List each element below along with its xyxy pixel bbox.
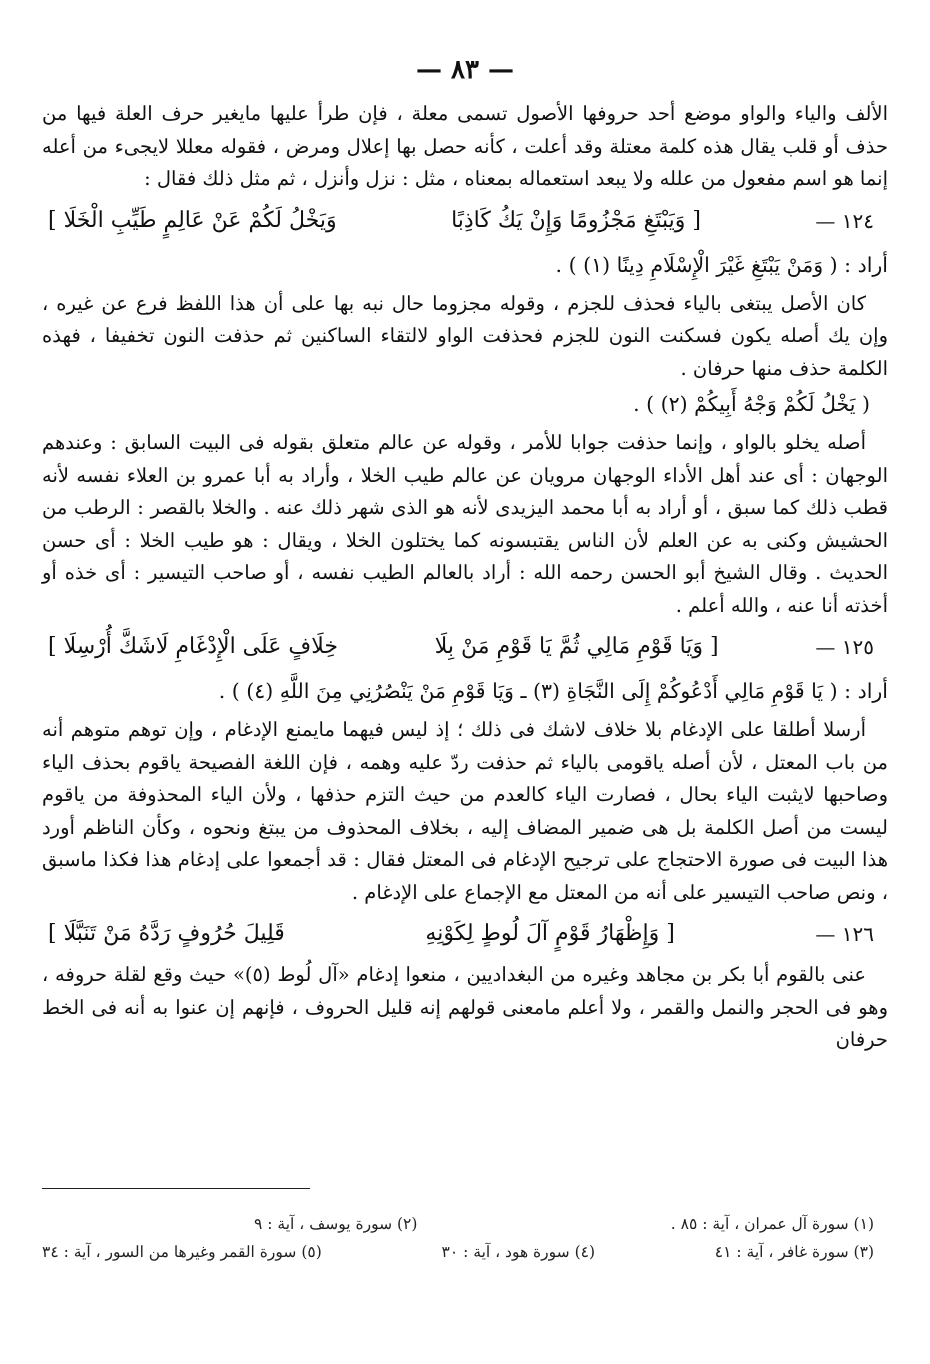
footnote-1: (١) سورة آل عمران ، آية : ٨٥ . bbox=[670, 1215, 874, 1233]
book-page bbox=[42, 50, 888, 1330]
verse-second-hemistich: قَلِيلَ حُرُوفٍ رَدَّهُ مَنْ تَنَبَّلَا ] bbox=[48, 921, 285, 946]
verse-124 bbox=[42, 198, 888, 244]
footnotes bbox=[42, 1210, 888, 1266]
footnote-2: (٢) سورة يوسف ، آية : ٩ bbox=[254, 1215, 418, 1233]
verse-125 bbox=[42, 624, 888, 670]
verse-first-hemistich: [ وَيَا قَوْمِ مَالِي ثُمَّ يَا قَوْمِ مَنْ بِلَا bbox=[434, 634, 719, 659]
footnote-5: (٥) سورة القمر وغيرها من السور ، آية : ٣٤ bbox=[42, 1243, 322, 1261]
verse-first-hemistich: [ وَيَبْتَغِ مَجْزُومًا وَإِنْ يَكُ كَاذِبًا bbox=[451, 207, 701, 233]
paragraph-commentary-126: عنى بالقوم أبا بكر بن مجاهد وغيره من البغداديين ، منعوا إدغام «آل لُوط (٥)» حيث وقع لقلة حروفه ، وهو فى الحجر والنمل والقمر ، ولا أعلم مامعنى قولهم إنه قليل الحروف ، فإنهم إن عنوا به أنه فى الخط حرفان bbox=[42, 963, 888, 1051]
quote-quran-3: أراد : ( يَا قَوْمِ مَالِي أَدْعُوكُمْ إِلَى النَّجَاةِ (٣) ـ وَيَا قَوْمِ مَنْ يَنْصُرُنِي مِنَ اللَّهِ (٤) ) . bbox=[218, 679, 888, 703]
paragraph-intro: الألف والياء والواو موضع أحد حروفها الأصول تسمى معلة ، فإن طرأ عليها مايغير حرف العلة فيها من حذف أو قلب يقال هذه كلمة معتلة وقد أعلت ، كأنه حصل بها إعلال ومرض ، فقوله معللا لايجىء من أعله إنما هو اسم مفعول من علله ولا يبعد استعماله بمعناه ، مثل : نزل وأنزل ، ثم مثل ذلك فقال : bbox=[42, 102, 888, 190]
paragraph-commentary-125: أرسلا أطلقا على الإدغام بلا خلاف لاشك فى ذلك ؛ إذ ليس فيهما مايمنع الإدغام ، وإن توهم متوهم أنه من باب المعتل ، لأن أصله ياقومى بالياء ثم حذفت ردّ عليه وهمه ، فإن اللغة الفصيحة ياقوم بحذف الياء وصاحبها لايثبت الياء بحال ، فصارت الياء كالعدم من حيث التزم حذفها ، ولأن الياء المحذوفة من ياقوم ليست من أصل الكلمة بل هى ضمير المضاف إليه ، بخلاف المحذوف من يبتغ ونحوه ، وكأن الناظم أورد هذا البيت فى صورة الاحتجاج على ترجيح الإدغام فى المعتل فقال : قد أجمعوا على إدغام هذا فكذا ماسبق ، ونص صاحب التيسير على أنه من المعتل مع الإجماع على الإدغام . bbox=[42, 718, 888, 904]
quote-quran-2: ( يَخْلُ لَكُمْ وَجْهُ أَبِيكُمْ (٢) ) . bbox=[633, 392, 870, 416]
verse-number: ١٢٦ — bbox=[815, 922, 874, 946]
paragraph-commentary-124: كان الأصل يبتغى بالياء فحذف للجزم ، وقوله مجزوما حال نبه بها على أن هذا اللفظ فرع عن غيره ، وإن يك أصله يكون فسكنت النون للجزم فحذفت الواو لالتقاء الساكنين ثم حذفت النون تخفيفا ، فهذه الكلمة حذف منها حرفان . bbox=[42, 291, 888, 380]
footnote-3: (٣) سورة غافر ، آية : ٤١ bbox=[714, 1243, 874, 1261]
footnote-row bbox=[254, 1210, 888, 1238]
verse-second-hemistich: وَيَخْلُ لَكُمْ عَنْ عَالِمٍ طَيِّبِ الْخَلَا ] bbox=[48, 207, 337, 233]
footnote-4: (٤) سورة هود ، آية : ٣٠ bbox=[441, 1243, 596, 1261]
verse-number: ١٢٥ — bbox=[815, 635, 874, 659]
verse-first-hemistich: [ وَإِظْهَارُ قَوْمٍ آلَ لُوطٍ لِكَوْنِهِ bbox=[425, 921, 675, 946]
verse-second-hemistich: خِلَافٍ عَلَى الْإِدْغَامِ لَاشَكَّ أُرْسِلَا ] bbox=[48, 634, 338, 659]
footnote-row bbox=[42, 1238, 888, 1266]
page-number: — ٨٣ — bbox=[415, 55, 515, 85]
quote-quran-1: أراد : ( وَمَنْ يَبْتَغِ غَيْرَ الْإِسْلَامِ دِينًا (١) ) . bbox=[555, 252, 888, 277]
footnote-divider bbox=[42, 1188, 310, 1189]
paragraph-commentary-khala: أصله يخلو بالواو ، وإنما حذفت جوابا للأمر ، وقوله عن عالم متعلق بقوله فى البيت السابق : وعندهم الوجهان : أى عند أهل الأداء الوجهان مرويان عن عالم طيب الخلا ، وأراد به أبا عمرو بن العلاء نفسه لأنه قطب ذلك كما سبق ، أو أراد به أبا محمد اليزيدى لأنه هو الذى شهر ذلك عنه . والخلا بالقصر : الرطب من الحشيش وكنى به عن العلم لأن الناس يقتبسونه كما يختلون الخلا ، ويقال : هو طيب الخلا : أى حسن الحديث . وقال الشيخ أبو الحسن رحمه الله : أراد بالعالم الطيب نفسه ، أو صاحب التيسير : أى خذه أو أخذته أنا عنه ، والله أعلم . bbox=[42, 431, 888, 617]
verse-126 bbox=[42, 911, 888, 957]
verse-number: ١٢٤ — bbox=[815, 208, 874, 233]
